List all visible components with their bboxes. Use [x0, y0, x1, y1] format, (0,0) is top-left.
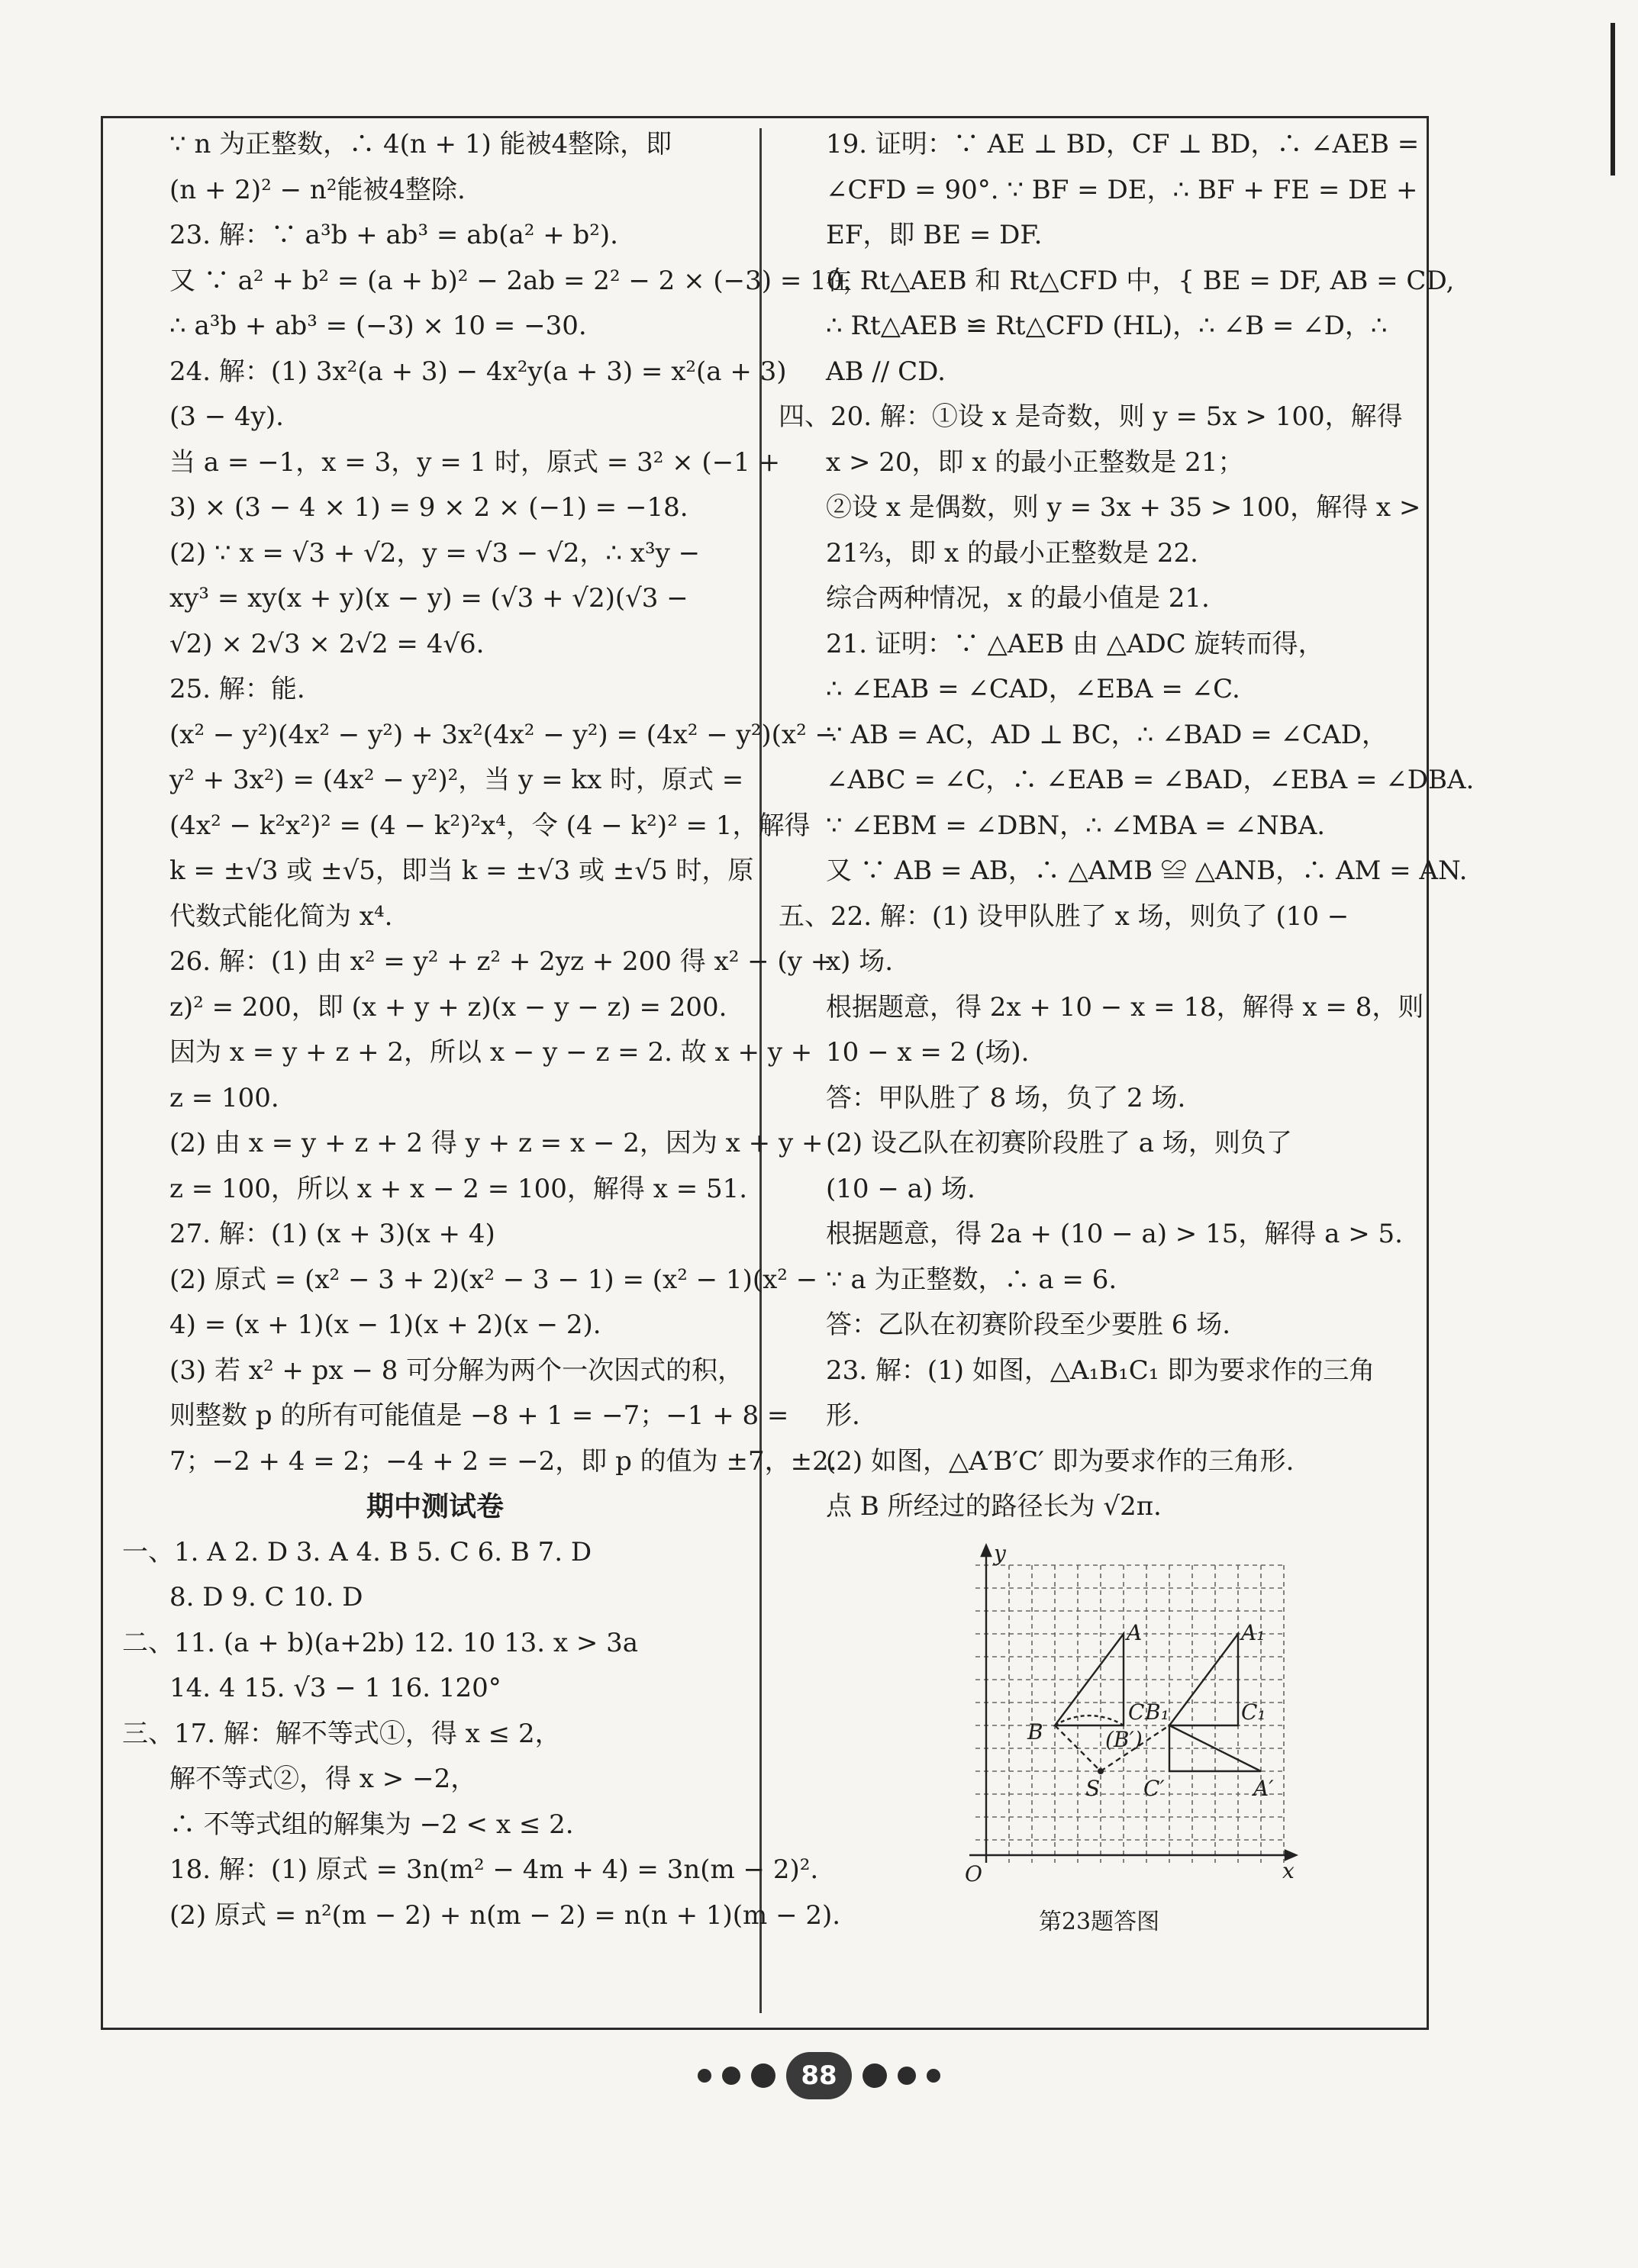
right-lines-text-line: 21⅔，即 x 的最小正整数是 22. [826, 537, 1198, 569]
figure-caption: 第23题答图 [1038, 1908, 1160, 1935]
footer-dot-icon [898, 2067, 916, 2085]
point-s [1098, 1768, 1104, 1774]
right-lines-text-line: 根据题意，得 2x + 10 − x = 18，解得 x = 8，则 [826, 991, 1424, 1023]
left-lines-text-line: 一、1. A 2. D 3. A 4. B 5. C 6. B 7. D [122, 1536, 592, 1567]
label-c1: C₁ [1241, 1699, 1266, 1725]
page-number: 88 [786, 2052, 852, 2099]
footer-dot-icon [722, 2067, 740, 2085]
right-column-text [779, 122, 1475, 1530]
left-lines-text-line: 18. 解：(1) 原式 = 3n(m² − 4m + 4) = 3n(m − 2)². [169, 1854, 819, 1885]
left-lines-text-line: 8. D 9. C 10. D [169, 1582, 363, 1612]
left-lines-text-line: 14. 4 15. √3 − 1 16. 120° [169, 1673, 501, 1703]
right-lines-text-line: 四、20. 解：①设 x 是奇数，则 y = 5x > 100，解得 [779, 401, 1403, 432]
right-column [779, 122, 1475, 1944]
label-b1: B₁ [1145, 1699, 1169, 1725]
left-lines-text-line: (3 − 4y). [169, 401, 284, 432]
left-lines-text-line: 代数式能化简为 x⁴. [169, 900, 393, 932]
page-footer [0, 2045, 1638, 2106]
left-lines-text-line: ∴ 不等式组的解集为 −2 < x ≤ 2. [169, 1809, 574, 1840]
left-lines-text-line: 则整数 p 的所有可能值是 −8 + 1 = −7；−1 + 8 = [169, 1400, 789, 1431]
grid-figure [948, 1540, 1299, 1895]
left-lines-text-line: 当 a = −1，x = 3，y = 1 时，原式 = 3² × (−1 + [169, 446, 781, 478]
right-lines-text-line: ∠ABC = ∠C，∴ ∠EAB = ∠BAD，∠EBA = ∠DBA. [826, 765, 1475, 795]
left-lines-text-line: 因为 x = y + z + 2，所以 x − y − z = 2. 故 x + y + [169, 1037, 813, 1068]
left-lines-text-line: (3) 若 x² + px − 8 可分解为两个一次因式的积， [169, 1355, 744, 1386]
footer-dot-icon [863, 2063, 887, 2088]
right-lines-text-line: ②设 x 是偶数，则 y = 3x + 35 > 100，解得 x > [826, 492, 1421, 523]
right-lines-text-line: ∵ a 为正整数，∴ a = 6. [826, 1264, 1117, 1295]
label-o: O [965, 1860, 982, 1886]
left-lines-text-line: 又 ∵ a² + b² = (a + b)² − 2ab = 2² − 2 × (−3) = 10， [169, 265, 869, 296]
left-lines-text-line: 三、17. 解：解不等式①，得 x ≤ 2， [122, 1718, 561, 1749]
footer-dot-icon [927, 2069, 940, 2083]
right-lines-text-line: 根据题意，得 2a + (10 − a) > 15，解得 a > 5. [826, 1219, 1403, 1249]
right-lines-text-line: (2) 如图，△A′B′C′ 即为要求作的三角形. [826, 1445, 1295, 1477]
left-lines-text-line: 26. 解：(1) 由 x² = y² + z² + 2yz + 200 得 x² − (y + [169, 946, 833, 977]
left-lines-text-line: z = 100，所以 x + x − 2 = 100，解得 x = 51. [169, 1173, 748, 1204]
label-a1: A₁ [1241, 1619, 1266, 1645]
label-c: C [1128, 1699, 1145, 1725]
right-lines-text-line: 答：甲队胜了 8 场，负了 2 场. [826, 1082, 1186, 1113]
label-x: x [1282, 1857, 1295, 1883]
left-lines-text-line: z = 100. [169, 1082, 279, 1113]
label-y: y [994, 1540, 1006, 1566]
label-c-prime: C′ [1143, 1775, 1165, 1801]
right-lines-text-line: 21. 证明：∵ △AEB 由 △ADC 旋转而得， [826, 628, 1324, 659]
right-lines-text-line: ∴ Rt△AEB ≌ Rt△CFD (HL)，∴ ∠B = ∠D，∴ [826, 311, 1388, 341]
left-lines-text-line: (2) ∵ x = √3 + √2，y = √3 − √2，∴ x³y − [169, 537, 701, 569]
left-lines-text-line: 25. 解：能. [169, 674, 305, 704]
left-lines-text-line: 3) × (3 − 4 × 1) = 9 × 2 × (−1) = −18. [169, 492, 688, 523]
left-lines-text-line: √2) × 2√3 × 2√2 = 4√6. [169, 628, 485, 659]
left-lines-text-line: (n + 2)² − n²能被4整除. [169, 174, 466, 205]
left-lines-text-line: 27. 解：(1) (x + 3)(x + 4) [169, 1219, 495, 1249]
label-a-prime: A′ [1253, 1775, 1274, 1801]
right-lines-text-line: x) 场. [826, 946, 894, 977]
label-s: S [1085, 1775, 1101, 1801]
left-lines-text-line: 7；−2 + 4 = 2；−4 + 2 = −2，即 p 的值为 ±7，±2. [169, 1445, 837, 1477]
left-lines-text-line: (2) 原式 = (x² − 3 + 2)(x² − 3 − 1) = (x² − 1)(x² − [169, 1264, 818, 1295]
right-lines-text-line: (2) 设乙队在初赛阶段胜了 a 场，则负了 [826, 1128, 1292, 1158]
left-lines-text-line: ∵ n 为正整数，∴ 4(n + 1) 能被4整除，即 [169, 129, 672, 159]
right-lines-text-line: 又 ∵ AB = AB，∴ △AMB ≌ △ANB，∴ AM = AN. [826, 855, 1468, 886]
right-lines-text-line: 19. 证明：∵ AE ⊥ BD，CF ⊥ BD，∴ ∠AEB = [826, 129, 1420, 159]
left-lines-text-line: 4) = (x + 1)(x − 1)(x + 2)(x − 2). [169, 1310, 601, 1340]
right-lines-text-line: EF，即 BE = DF. [826, 220, 1043, 250]
right-lines-text-line: ∵ AB = AC，AD ⊥ BC，∴ ∠BAD = ∠CAD， [826, 719, 1388, 750]
right-lines-text-line: 综合两种情况，x 的最小值是 21. [826, 583, 1210, 614]
left-lines-text-line: (x² − y²)(4x² − y²) + 3x²(4x² − y²) = (4x² − y²)(x² − [169, 719, 837, 750]
left-lines-text-line: (2) 原式 = n²(m − 2) + n(m − 2) = n(n + 1)(m − 2). [169, 1899, 841, 1931]
left-lines-text-line: (2) 由 x = y + z + 2 得 y + z = x − 2，因为 x + y + [169, 1128, 824, 1158]
label-b: B [1027, 1719, 1043, 1744]
left-lines-text-line: (4x² − k²x²)² = (4 − k²)²x⁴，令 (4 − k²)² = 1，解得 [169, 810, 811, 841]
right-lines-text-line: 10 − x = 2 (场). [826, 1037, 1030, 1068]
right-lines-text-line: 在 Rt△AEB 和 Rt△CFD 中，{ BE = DF, AB = CD, [826, 265, 1455, 296]
answer-figure-23 [948, 1540, 1299, 1895]
left-lines-text-line: ∴ a³b + ab³ = (−3) × 10 = −30. [169, 311, 587, 341]
figure-labels [965, 1541, 1295, 1886]
left-lines-text-line: z)² = 200，即 (x + y + z)(x − y − z) = 200. [169, 991, 727, 1023]
left-lines-text-line: 23. 解：∵ a³b + ab³ = ab(a² + b²). [169, 220, 618, 250]
label-b-prime: (B′) [1105, 1726, 1143, 1752]
right-lines-text-line: ∠CFD = 90°. ∵ BF = DE，∴ BF + FE = DE + [826, 174, 1418, 205]
right-lines-text-line: x > 20，即 x 的最小正整数是 21； [826, 446, 1244, 478]
left-lines-text-line: 二、11. (a + b)(a+2b) 12. 10 13. x > 3a [122, 1627, 639, 1658]
left-lines-text-line: k = ±√3 或 ±√5，即当 k = ±√3 或 ±√5 时，原 [169, 855, 754, 886]
left-lines-text-line: 24. 解：(1) 3x²(a + 3) − 4x²y(a + 3) = x²(a + 3) [169, 356, 787, 387]
label-a: A [1127, 1619, 1143, 1645]
right-lines-text-line: (10 − a) 场. [826, 1173, 975, 1204]
right-lines-text-line: 五、22. 解：(1) 设甲队胜了 x 场，则负了 (10 − [779, 900, 1349, 932]
footer-dot-icon [751, 2063, 775, 2088]
right-lines-text-line: 形. [826, 1400, 860, 1431]
left-lines-text-line: xy³ = xy(x + y)(x − y) = (√3 + √2)(√3 − [169, 583, 688, 614]
right-lines-text-line: 23. 解：(1) 如图，△A₁B₁C₁ 即为要求作的三角 [826, 1355, 1375, 1386]
left-lines-text-line: y² + 3x²) = (4x² − y²)²，当 y = kx 时，原式 = [169, 765, 744, 795]
right-lines-text-line: AB // CD. [826, 356, 946, 387]
right-lines-text-line: 点 B 所经过的路径长为 √2π. [826, 1491, 1162, 1522]
left-lines-text-line: 期中测试卷 [366, 1490, 504, 1522]
left-lines-text-line: 解不等式②，得 x > −2， [169, 1764, 477, 1794]
right-lines-text-line: ∵ ∠EBM = ∠DBN，∴ ∠MBA = ∠NBA. [826, 810, 1326, 841]
footer-dot-icon [698, 2069, 711, 2083]
right-lines-text-line: ∴ ∠EAB = ∠CAD，∠EBA = ∠C. [826, 674, 1240, 704]
right-lines-text-line: 答：乙队在初赛阶段至少要胜 6 场. [826, 1310, 1231, 1340]
scan-edge-mark [1611, 23, 1615, 176]
